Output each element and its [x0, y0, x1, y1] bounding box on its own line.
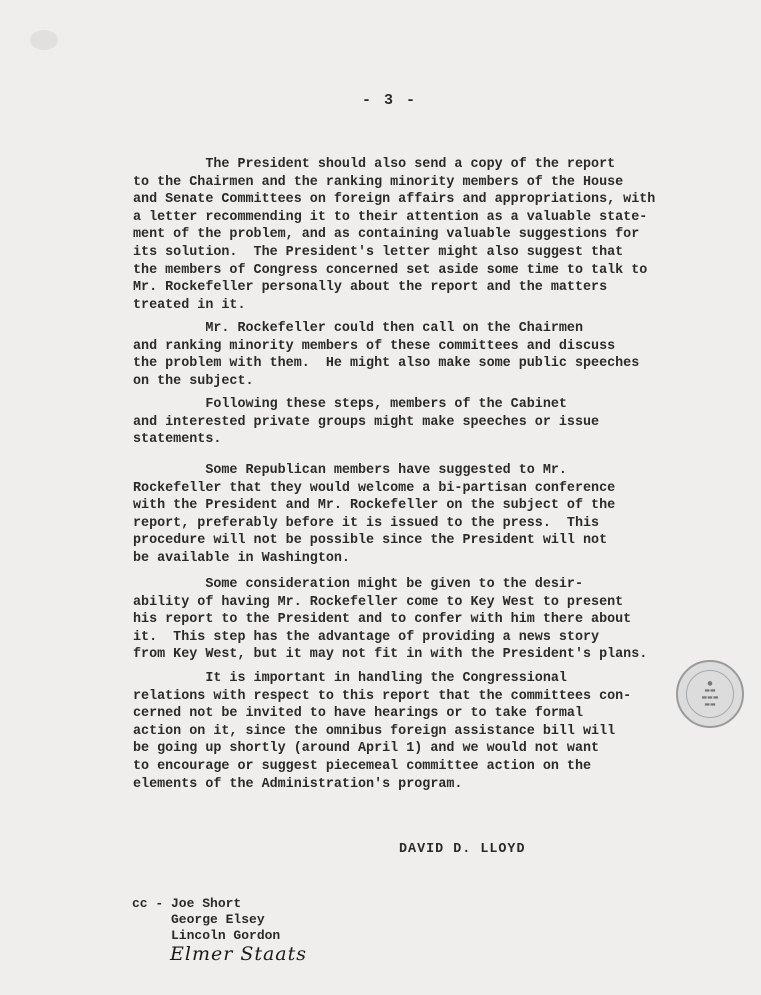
signature-name: DAVID D. LLOYD	[399, 842, 526, 857]
archive-stamp-marking: ● ▬▬ ▬▬▬ ▬▬	[701, 680, 719, 708]
cc-list	[132, 896, 280, 944]
handwritten-cc-name: Elmer Staats	[170, 943, 308, 965]
archive-stamp-seal	[676, 660, 744, 728]
cc-line-2: George Elsey	[132, 912, 265, 927]
paragraph-2: Mr. Rockefeller could then call on the Chairmen and ranking minority members of these committees and discuss the problem with them. He might also make some public speeches on the subject.	[133, 321, 640, 389]
cc-line-3: Lincoln Gordon	[132, 928, 281, 943]
paragraph-3: Following these steps, members of the Cabinet and interested private groups might make speeches or issue statements.	[133, 397, 600, 448]
archive-stamp-inner-ring	[686, 670, 734, 718]
page-number: - 3 -	[362, 92, 418, 109]
paragraph-4: Some Republican members have suggested to Mr. Rockefeller that they would welcome a bi-partisan conference with the President and Mr. Rockefeller on the subject of the report, preferably before it is issued to the press. This procedure will not be possible since the President will not be available in Washington.	[133, 463, 616, 566]
paragraph-5: Some consideration might be given to the desir- ability of having Mr. Rockefeller come to Key West to present his report to the President and to confer with him there about it. This step has the advantage of providing a news story from Key West, but it may not fit in with the President's plans.	[133, 577, 648, 663]
paragraph-6: It is important in handling the Congressional relations with respect to this report that the committees con- cerned not be invited to have hearings or to take formal action on it, since the omnibus foreign assistance bill will be going up shortly (around April 1) and we would not want to encourage or suggest piecemeal committee action on the elements of the Administration's program.	[133, 671, 632, 792]
cc-line-1: cc - Joe Short	[132, 896, 242, 911]
paragraph-1: The President should also send a copy of the report to the Chairmen and the ranking minority members of the House and Senate Committees on foreign affairs and appropriations, with a letter recommending it to their attention as a valuable state- ment of the problem, and as containing valuable suggestions for its solution. The President's letter might also suggest that the members of Congress concerned set aside some time to talk to Mr. Rockefeller personally about the report and the matters treated in it.	[133, 157, 656, 313]
paper-smudge	[30, 30, 58, 50]
